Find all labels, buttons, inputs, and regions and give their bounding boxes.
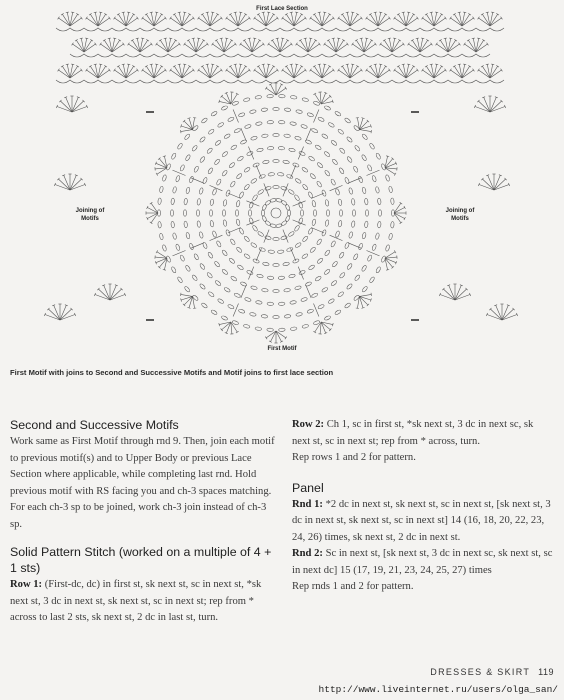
row1-label: Row 1: (10, 579, 43, 590)
row1-text: (First-dc, dc) in first st, sk next st, sc in next st, *sk next st, 3 dc in next st, sk next st, sc in next st; rep from * across to last 2 sts, sk next st, 2 dc in last st, turn. (10, 579, 262, 623)
right-column (292, 417, 554, 596)
rnd-repeat: Rep rnds 1 and 2 for pattern. (292, 581, 414, 592)
page-footer (430, 667, 554, 677)
rnd1-label: Rnd 1: (292, 498, 323, 510)
watermark-url: http://www.liveinternet.ru/users/olga_san/ (318, 684, 558, 695)
rnd2-instructions (292, 546, 554, 579)
lace-section-rows (56, 12, 504, 83)
motif-diagram (146, 83, 406, 343)
right-label: Joining of Motifs (445, 208, 475, 222)
figure-caption: First Motif with joins to Second and Successive Motifs and Motif joins to first lace section (10, 368, 334, 377)
rnd2-text: Sc in next st, [sk next st, 3 dc in next sc, sk next st, sc in next dc] 15 (17, 19, 21, 23, 24, 25, 27) times (292, 548, 553, 576)
section-heading-motifs: Second and Successive Motifs (10, 418, 179, 432)
footer-section: DRESSES & SKIRT (430, 667, 531, 677)
row2-instructions (292, 417, 554, 450)
row-repeat: Rep rows 1 and 2 for pattern. (292, 452, 416, 463)
page-number: 119 (538, 667, 554, 677)
section-body-motifs: Work same as First Motif through rnd 9. Then, join each motif to previous motif(s) and to Upper Body or previous Lace Section where applicable, while completing last rnd. Hold previous motif with RS facing you and ch-3 spaces matching. For each ch-3 sp to be joined, work ch-3 join instead of ch-3 sp. (10, 436, 275, 530)
rnd1-instructions (292, 497, 554, 547)
left-column (10, 417, 278, 627)
rnd2-label: Rnd 2: (292, 548, 323, 559)
bottom-label: First Motif (267, 346, 297, 352)
row1-instructions (10, 577, 278, 627)
rnd1-text: *2 dc in next st, sk next st, sc in next st, [sk next st, 3 dc in next st, sk next st, sc in next st] 14 (16, 18, 20, 22, 23, 24, 26) times, sk next st, 2 dc in next st. (292, 498, 551, 543)
section-heading-panel: Panel (292, 480, 324, 495)
chart-title: First Lace Section (256, 6, 308, 12)
row2-text: Ch 1, sc in first st, *sk next st, 3 dc in next sc, sk next st, sc in next st; rep from * across, turn. (292, 419, 534, 447)
row2-label: Row 2: (292, 419, 325, 430)
section-heading-solid-pattern: Solid Pattern Stitch (worked on a multiple of 4 + 1 sts) (10, 545, 272, 575)
left-label: Joining of Motifs (75, 208, 105, 222)
